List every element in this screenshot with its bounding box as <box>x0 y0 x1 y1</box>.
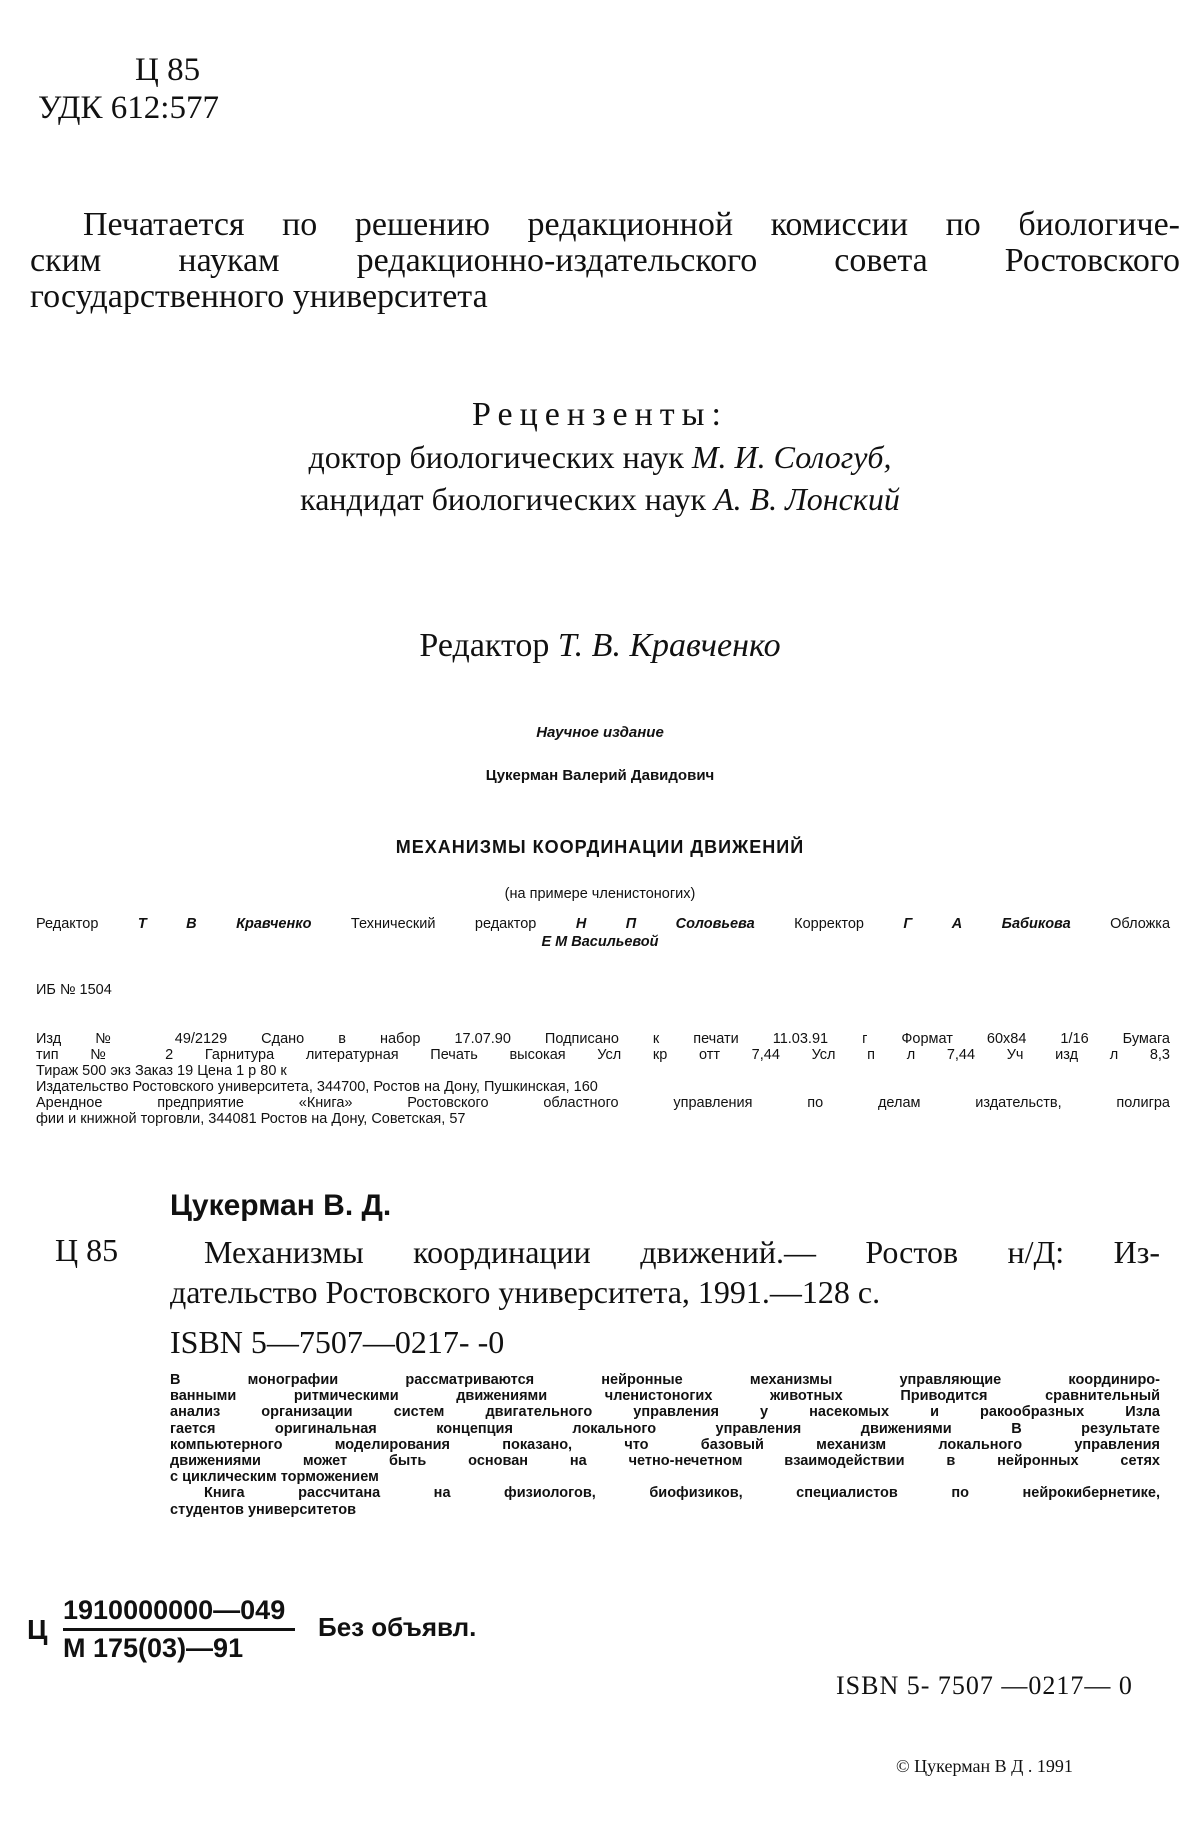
copyright: © Цукерман В Д . 1991 <box>896 1756 1073 1776</box>
print-details <box>36 1031 1170 1127</box>
reviewers-heading: Рецензенты: <box>472 396 728 433</box>
reviewer-2 <box>0 478 1200 520</box>
credit-name: Т В Кравченко <box>137 916 312 932</box>
card-isbn: ISBN 5—7507—0217- -0 <box>170 1324 505 1360</box>
reviewer-1-name: М. И. Сологуб, <box>691 439 892 475</box>
credit-label: Обложка <box>1110 916 1171 932</box>
ib-number: ИБ № 1504 <box>36 982 112 998</box>
credit-name: Н П Соловьева <box>575 916 755 932</box>
print-details-line: Тираж 500 экз Заказ 19 Цена 1 р 80 к <box>36 1063 287 1079</box>
editor-line <box>0 627 1200 665</box>
annotation <box>170 1372 1160 1518</box>
reviewer-1 <box>0 436 1200 478</box>
book-subtitle: (на примере членистоногих) <box>504 886 696 902</box>
reviewer-2-name: А. В. Лонский <box>714 481 900 517</box>
publication-decision <box>30 207 1180 315</box>
reviewer-1-title: доктор биологических наук <box>308 439 684 475</box>
card-line: Механизмы координации движений.— Ростов н/Д: Из- <box>204 1234 1160 1270</box>
annotation-line: движениями может быть основан на четно-нечетном взаимодействии в нейронных сетях <box>170 1453 1160 1470</box>
intro-line: ским наукам редакционно-издательского совета Ростовского <box>30 242 1180 279</box>
annotation-line: компьютерного моделирования показано, что базовый механизм локального управления <box>170 1436 1160 1453</box>
edition-type: Научное издание <box>536 724 664 741</box>
card-description <box>170 1232 1160 1312</box>
credits-line <box>36 916 1170 932</box>
fraction-code <box>63 1595 295 1664</box>
card-author: Цукерман В. Д. <box>170 1189 392 1222</box>
print-details-line: Арендное предприятие «Книга» Ростовского областного управления по делам издательств, полигра <box>36 1095 1170 1111</box>
card-line: дательство Ростовского университета, 1991.—128 с. <box>170 1274 881 1310</box>
intro-line: государственного университета <box>30 278 488 315</box>
card-code: Ц 85 <box>55 1232 119 1268</box>
credit-label: Редактор <box>36 916 99 932</box>
print-details-line: Изд № 49/2129 Сдано в набор 17.07.90 Подписано к печати 11.03.91 г Формат 60х84 1/16 Бумага <box>36 1031 1170 1047</box>
annotation-line: с циклическим торможением <box>170 1469 379 1486</box>
print-details-line: Издательство Ростовского университета, 344700, Ростов на Дону, Пушкинская, 160 <box>36 1079 598 1095</box>
cover-designer <box>0 934 1200 950</box>
bbk-code: Ц 85 <box>135 52 201 88</box>
udc-code: УДК 612:577 <box>38 90 219 126</box>
print-details-line: тип № 2 Гарнитура литературная Печать высокая Усл кр отт 7,44 Усл п л 7,44 Уч изд л 8,3 <box>36 1047 1170 1063</box>
credit-label: Технический редактор <box>350 916 537 932</box>
author-full-name: Цукерман Валерий Давидович <box>485 767 715 784</box>
footer-isbn: ISBN 5- 7507 —0217— 0 <box>836 1671 1133 1700</box>
print-details-line: фии и книжной торговли, 344081 Ростов на Дону, Советская, 57 <box>36 1111 466 1127</box>
fraction-prefix: Ц <box>27 1614 48 1645</box>
no-announcement-note: Без объявл. <box>318 1612 477 1642</box>
audience-line: Книга рассчитана на физиологов, биофизиков, специалистов по нейрокибернетике, <box>204 1485 1160 1502</box>
annotation-line: гается оригинальная концепция локального управления движениями В результате <box>170 1420 1160 1437</box>
fraction-denominator: М 175(03)—91 <box>63 1633 244 1663</box>
intro-line: Печатается по решению редакционной комиссии по биологиче- <box>83 206 1180 243</box>
editor-label: Редактор <box>419 627 550 664</box>
credit-label: Корректор <box>794 916 864 932</box>
credit-name: Г А Бабикова <box>903 916 1071 932</box>
annotation-line: анализ организации систем двигательного управления у насекомых и ракообразных Изла <box>170 1404 1160 1421</box>
reviewer-2-title: кандидат биологических наук <box>300 481 707 517</box>
fraction-numerator: 1910000000—049 <box>63 1595 295 1631</box>
editor-name: Т. В. Кравченко <box>557 627 781 664</box>
book-title: МЕХАНИЗМЫ КООРДИНАЦИИ ДВИЖЕНИЙ <box>395 837 805 857</box>
annotation-line: В монографии рассматриваются нейронные механизмы управляющие координиро- <box>170 1372 1160 1388</box>
audience-line: студентов университетов <box>170 1501 356 1518</box>
cover-designer-name: Е М Васильевой <box>541 934 659 950</box>
annotation-line: ванными ритмическими движениями членистоногих животных Приводится сравнительный <box>170 1388 1160 1405</box>
